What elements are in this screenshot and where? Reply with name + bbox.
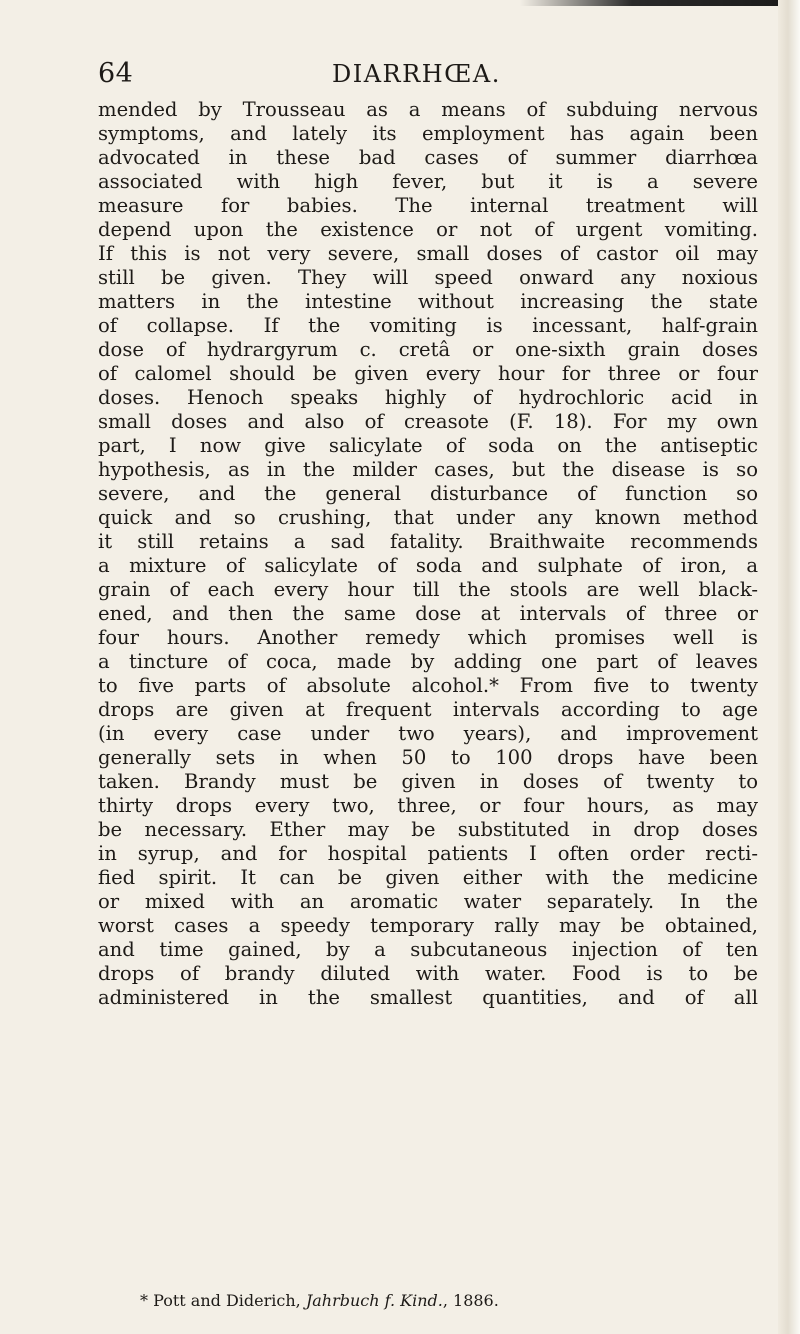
text-line: to five parts of absolute alcohol.* From five to twenty	[98, 674, 758, 697]
text-line: matters in the intestine without increasing the state	[98, 290, 758, 313]
text-line: and time gained, by a subcutaneous injection of ten	[98, 938, 758, 961]
text-line: administered in the smallest quantities, and of all	[98, 986, 758, 1009]
footnote-journal: Jahrbuch f. Kind.	[305, 1291, 443, 1310]
body-text	[98, 98, 758, 1010]
text-line: a mixture of salicylate of soda and sulphate of iron, a	[98, 554, 758, 577]
text-line: generally sets in when 50 to 100 drops have been	[98, 746, 758, 769]
text-line: fied spirit. It can be given either with the medicine	[98, 866, 758, 889]
running-title: DIARRHŒA.	[332, 60, 501, 88]
text-line: advocated in these bad cases of summer diarrhœa	[98, 146, 758, 169]
text-line: of calomel should be given every hour for three or four	[98, 362, 758, 385]
running-head	[98, 58, 754, 94]
text-line: quick and so crushing, that under any known method	[98, 506, 758, 529]
text-line: depend upon the existence or not of urgent vomiting.	[98, 218, 758, 241]
text-line: a tincture of coca, made by adding one part of leaves	[98, 650, 758, 673]
text-line: If this is not very severe, small doses of castor oil may	[98, 242, 758, 265]
text-line: four hours. Another remedy which promises well is	[98, 626, 758, 649]
page-right-edge	[778, 0, 800, 1334]
footnote	[140, 1290, 740, 1312]
text-line: ened, and then the same dose at intervals of three or	[98, 602, 758, 625]
page-top-edge-shadow	[520, 0, 800, 6]
text-line: dose of hydrargyrum c. cretâ or one-sixth grain doses	[98, 338, 758, 361]
text-line: of collapse. If the vomiting is incessant, half-grain	[98, 314, 758, 337]
footnote-year: , 1886.	[442, 1291, 499, 1310]
text-line: drops are given at frequent intervals according to age	[98, 698, 758, 721]
text-line: taken. Brandy must be given in doses of twenty to	[98, 770, 758, 793]
text-line: thirty drops every two, three, or four hours, as may	[98, 794, 758, 817]
text-line: be necessary. Ether may be substituted in drop doses	[98, 818, 758, 841]
text-line: hypothesis, as in the milder cases, but the disease is so	[98, 458, 758, 481]
text-line: severe, and the general disturbance of function so	[98, 482, 758, 505]
text-line: part, I now give salicylate of soda on the antiseptic	[98, 434, 758, 457]
text-line: measure for babies. The internal treatment will	[98, 194, 758, 217]
text-line: associated with high fever, but it is a severe	[98, 170, 758, 193]
text-line: worst cases a speedy temporary rally may be obtained,	[98, 914, 758, 937]
text-line: in syrup, and for hospital patients I often order recti-	[98, 842, 758, 865]
text-line: grain of each every hour till the stools are well black-	[98, 578, 758, 601]
text-line: still be given. They will speed onward any noxious	[98, 266, 758, 289]
text-line: (in every case under two years), and improvement	[98, 722, 758, 745]
text-line: it still retains a sad fatality. Braithwaite recommends	[98, 530, 758, 553]
page-number: 64	[98, 58, 134, 89]
text-line: symptoms, and lately its employment has again been	[98, 122, 758, 145]
text-line: or mixed with an aromatic water separately. In the	[98, 890, 758, 913]
text-line: mended by Trousseau as a means of subduing nervous	[98, 98, 758, 121]
text-line: doses. Henoch speaks highly of hydrochloric acid in	[98, 386, 758, 409]
footnote-authors: * Pott and Diderich,	[140, 1291, 306, 1310]
text-line: drops of brandy diluted with water. Food is to be	[98, 962, 758, 985]
text-line: small doses and also of creasote (F. 18). For my own	[98, 410, 758, 433]
